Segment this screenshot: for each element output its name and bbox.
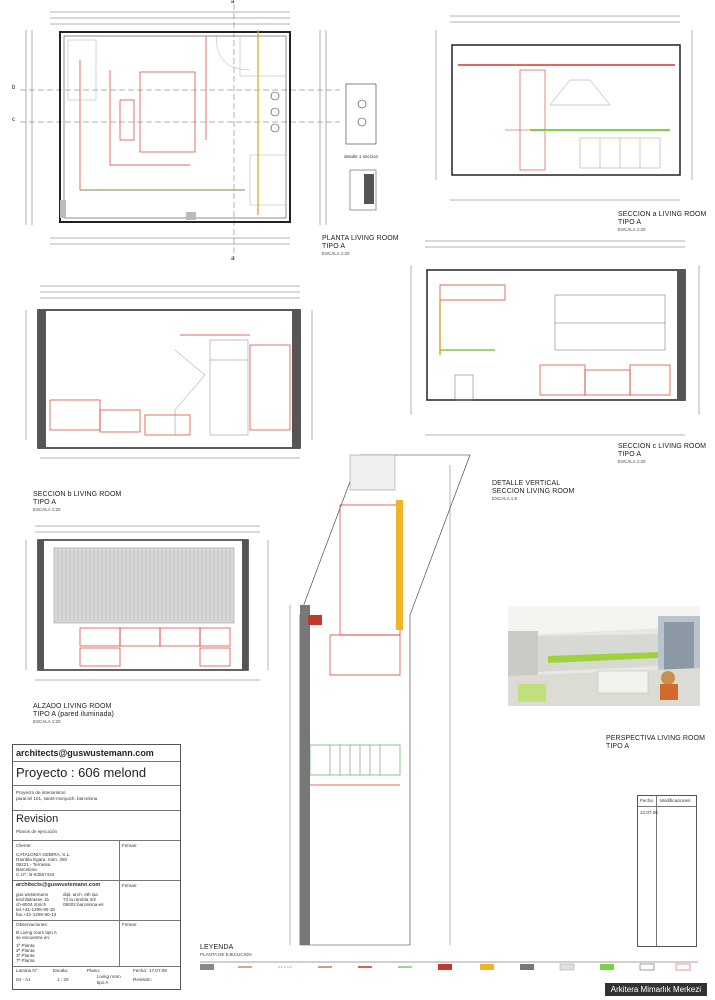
planta-plan-svg (20, 0, 340, 265)
perspectiva-svg (508, 606, 700, 706)
marker-a-bottom: a (231, 256, 235, 262)
obs-line-4: 1ª Planta (16, 943, 35, 948)
seccion-a-title-line1: SECCION a LIVING ROOM (618, 211, 707, 218)
legend-swatches (198, 944, 706, 984)
revisions-col-fecha: Fecha (640, 798, 653, 803)
perspectiva-title-line2: TIPO A (606, 743, 630, 750)
seccion-b-title-line1: SECCION b LIVING ROOM (33, 491, 122, 498)
alzado-title-line1: ALZADO LIVING ROOM (33, 703, 112, 710)
client-line-4: Barcelona (16, 867, 37, 872)
legend (198, 944, 706, 984)
seccion-c-drawing (405, 235, 710, 445)
revisions-table (637, 795, 697, 947)
detalle1-drawing (342, 80, 382, 230)
seccion-a-svg (430, 10, 710, 210)
detalle1-title: detalle 1 seccion (344, 154, 379, 159)
lamina-label: Lamina N°: (16, 968, 39, 973)
revision-label: Revisión: (133, 977, 152, 982)
client-label: Cliente: (16, 843, 32, 848)
firmas-label-2: Firmas: (122, 883, 138, 888)
obs-line-5: 2ª Planta (16, 948, 35, 953)
detalle-vertical-svg (270, 445, 485, 955)
seccion-a-scale: ESCALA 1:20 (618, 227, 646, 232)
planta-title-line2: TIPO A (322, 243, 346, 250)
title-block-email: architects@guswustemann.com (16, 748, 154, 758)
office-bcn-1: dipl. arch. eth sia (63, 892, 98, 897)
fecha-value: 17.07.06 (149, 968, 167, 973)
seccion-c-title (618, 443, 706, 464)
office-zurich-1: gus wüstemann (16, 892, 49, 897)
office-zurich-4: tel.+41-1296-90-10 (16, 907, 55, 912)
legend-subtitle: PLANTA DE EJECUCION (200, 952, 252, 957)
detalle-title-line1: DETALLE VERTICAL (492, 480, 561, 487)
watermark-badge: Arkitera Mimarlık Merkezi (605, 983, 707, 996)
seccion-a-drawing (430, 10, 710, 210)
project-desc-2: paral.lel 101, sants-monjuich. barcelona (16, 796, 98, 801)
marker-b-left: b (12, 85, 16, 91)
alzado-drawing (20, 520, 275, 695)
office-zurich-3: ch-8004 zürich (16, 902, 47, 907)
legend-title: LEYENDA (200, 944, 234, 951)
perspectiva-render (508, 606, 700, 706)
client-line-1: CATALONIA GEBIRA, S.L. (16, 852, 71, 857)
alzado-title (33, 703, 114, 724)
escala-value: 1 : 20 (57, 977, 69, 982)
project-title: Proyecto : 606 melond (16, 765, 147, 780)
planta-drawing (12, 0, 340, 265)
client-line-5: C.I.F.: B-63567434 (16, 872, 55, 877)
seccion-b-svg (20, 280, 320, 470)
detalle-title-line2: SECCION LIVING ROOM (492, 488, 575, 495)
detalle-vertical-drawing (270, 445, 485, 955)
title-block-email-2: architects@guswustemann.com (16, 882, 101, 888)
project-desc-1: Proyecto de interiorismo (16, 790, 66, 795)
seccion-b-title-line2: TIPO A (33, 499, 57, 506)
obs-line-7: 7ª Planta (16, 958, 35, 963)
obs-line-1: B Living room tipo A (16, 930, 57, 935)
firmas-label-1: Firmas: (122, 843, 138, 848)
seccion-b-drawing (20, 280, 320, 470)
detalle-scale: ESCALA 1:5 (492, 496, 518, 501)
planta-title-line1: PLANTA LIVING ROOM (322, 235, 399, 242)
client-line-2: Rambla Egara, núm. 350 (16, 857, 68, 862)
planta-scale: ESCALA 1:20 (322, 251, 350, 256)
plano-value: Living room tipo A (97, 974, 121, 985)
revisions-col-modificaciones: Modificaciones (660, 798, 691, 803)
lamina-value: 04 - A1 (16, 977, 31, 982)
alzado-svg (20, 520, 275, 695)
seccion-b-title (33, 491, 121, 512)
seccion-c-title-line2: TIPO A (618, 451, 642, 458)
seccion-a-title (618, 211, 706, 232)
marker-a-top: a (231, 0, 235, 5)
detalle-vertical-title (492, 480, 574, 501)
seccion-b-scale: ESCALA 1:20 (33, 507, 61, 512)
marker-c-left: c (12, 117, 16, 123)
seccion-c-scale: ESCALA 1:20 (618, 459, 646, 464)
client-line-3: 08221 - Terrassa (16, 862, 51, 867)
office-zurich-5: fax.+41-1296-90-13 (16, 912, 57, 917)
firmas-label-3: Firmas: (122, 922, 138, 927)
plano-label: Plano: (87, 968, 101, 973)
office-bcn-3: 08002 barcelona-es (63, 902, 104, 907)
seccion-c-title-line1: SECCION c LIVING ROOM (618, 443, 707, 450)
phase-text: Planos de ejecución (16, 829, 58, 834)
title-block (12, 744, 181, 990)
office-zurich-2: köchlistrasse 15 (16, 897, 49, 902)
planta-title (322, 235, 399, 256)
fecha-label: Fecha: (133, 968, 148, 973)
seccion-a-title-line2: TIPO A (618, 219, 642, 226)
alzado-scale: ESCALA 1:20 (33, 719, 61, 724)
alzado-title-line2: TIPO A (pared iluminada) (33, 711, 114, 718)
revision-heading: Revision (16, 813, 59, 825)
seccion-c-svg (405, 235, 710, 445)
escala-label: Escala: (53, 968, 69, 973)
perspectiva-title-line1: PERSPECTIVA LIVING ROOM (606, 735, 706, 742)
obs-line-6: 3ª Planta (16, 953, 35, 958)
office-bcn-2: 73 la rambla 3/2 (63, 897, 96, 902)
obs-line-2: se encuentra en: (16, 935, 51, 940)
obs-label: Observaciones: (16, 922, 48, 927)
revisions-date: 12.07.06 (640, 810, 658, 815)
perspectiva-title (606, 735, 705, 751)
